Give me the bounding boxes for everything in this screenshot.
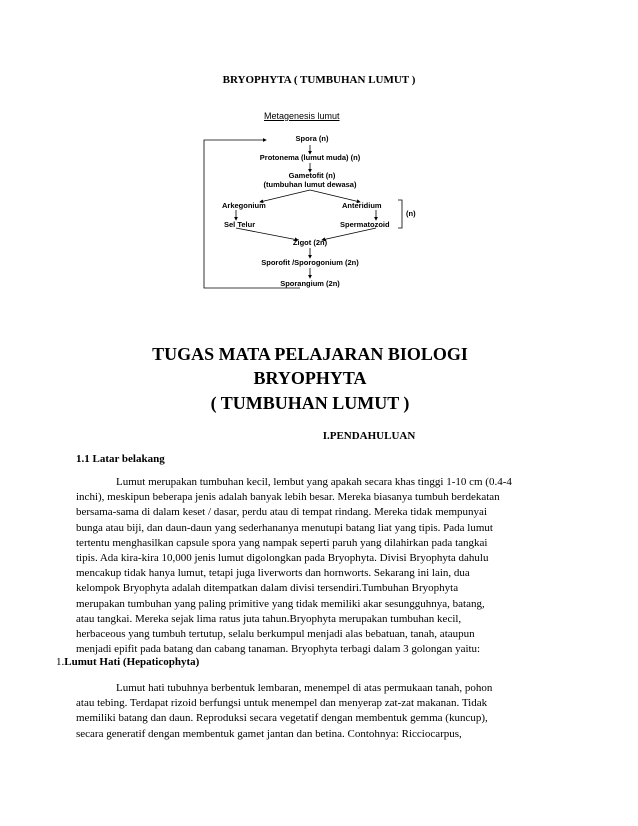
paragraph-line: bunga atau biji, dan daun-daun yang sederhananya menutupi batang liat yang tipis. Pada lumut: [76, 521, 493, 534]
paragraph-line: inchi), meskipun beberapa jenis adalah banyak lebih besar. Mereka biasanya tumbuh berdekatan: [76, 491, 500, 504]
paragraph-line: atau tebing. Terdapat rizoid berfungsi untuk menempel dan menyerap zat-zat makanan. Tidak: [76, 697, 488, 710]
node-sporangium: Sporangium (2n): [280, 279, 340, 288]
node-gametofit-desc: (tumbuhan lumut dewasa): [263, 180, 357, 189]
node-gametofit: Gametofit (n): [288, 171, 336, 180]
paragraph-line: tipis. Ada kira-kira 10,000 jenis lumut digolongkan pada Bryophyta. Divisi Bryophyta dahulu: [76, 552, 489, 565]
subsection-heading: 1.1 Latar belakang: [76, 453, 165, 465]
node-sporofit: Sporofit /Sporogonium (2n): [261, 258, 359, 267]
paragraph-line: atau tangkai. Mereka sejak lima ratus juta tahun.Bryophyta merupakan tumbuhan kecil,: [76, 612, 462, 625]
node-anteridium: Anteridium: [342, 201, 382, 210]
paragraph-line: Lumut hati tubuhnya berbentuk lembaran, menempel di atas permukaan tanah, pohon: [116, 682, 493, 694]
page-header-title: BRYOPHYTA ( TUMBUHAN LUMUT ): [222, 74, 416, 86]
node-zigot: Zigot (2n): [292, 238, 328, 247]
node-spora: Spora (n): [295, 134, 329, 143]
paragraph-line: merupakan tumbuhan yang paling primitive yang tidak memiliki akar sesungguhnya, batang,: [76, 597, 485, 610]
main-title-line-1: TUGAS MATA PELAJARAN BIOLOGI: [152, 344, 468, 364]
node-protonema: Protonema (lumut muda) (n): [259, 153, 361, 162]
section-heading: I.PENDAHULUAN: [322, 430, 416, 442]
list-number: 1.: [56, 656, 65, 668]
node-arkegonium: Arkegonium: [222, 201, 266, 210]
bracket-label-n: (n): [406, 209, 416, 218]
list-heading-text: Lumut Hati (Hepaticophyta): [64, 656, 200, 668]
paragraph-line: mencakup tidak hanya lumut, tetapi juga liverworts dan hornworts. Sekarang ini lain, dua: [76, 567, 470, 580]
node-spermatozoid: Spermatozoid: [340, 220, 390, 229]
paragraph-line: menjadi epifit pada batang dan cabang tanaman. Bryophyta terbagi dalam 3 golongan yaitu:: [76, 643, 481, 656]
diagram-title: Metagenesis lumut: [264, 111, 340, 121]
paragraph-line: herbaceous yang tumbuh tertutup, selalu berkumpul menjadi alas bebatuan, tanah, ataupun: [76, 628, 475, 641]
list-heading-lumut-hati: [56, 656, 199, 668]
metagenesis-diagram: [200, 108, 440, 298]
paragraph-latar-belakang: [76, 475, 576, 657]
paragraph-lumut-hati: [76, 681, 576, 742]
main-title-line-3: ( TUMBUHAN LUMUT ): [210, 393, 410, 413]
paragraph-line: kelompok Bryophyta adalah ditempatkan dalam divisi tersendiri.Tumbuhan Bryophyta: [76, 582, 459, 595]
paragraph-line: tertentu menghasilkan capsule spora yang nampak seperti paruh yang dilahirkan pada tangkai: [76, 536, 488, 549]
paragraph-line: Lumut merupakan tumbuhan kecil, lembut yang apakah secara khas tinggi 1-10 cm (0.4-4: [116, 476, 512, 488]
paragraph-line: secara generatif dengan membentuk gamet jantan dan betina. Contohnya: Ricciocarpus,: [76, 727, 462, 740]
paragraph-line: memiliki batang dan daun. Reproduksi secara vegetatif dengan membentuk gemma (kuncup),: [76, 712, 488, 725]
node-sel-telur: Sel Telur: [224, 220, 256, 229]
main-title-line-2: BRYOPHYTA: [253, 368, 367, 388]
paragraph-line: bersama-sama di dalam keset / dasar, perdu atau di tempat rindang. Mereka tidak mempunyai: [76, 506, 487, 519]
